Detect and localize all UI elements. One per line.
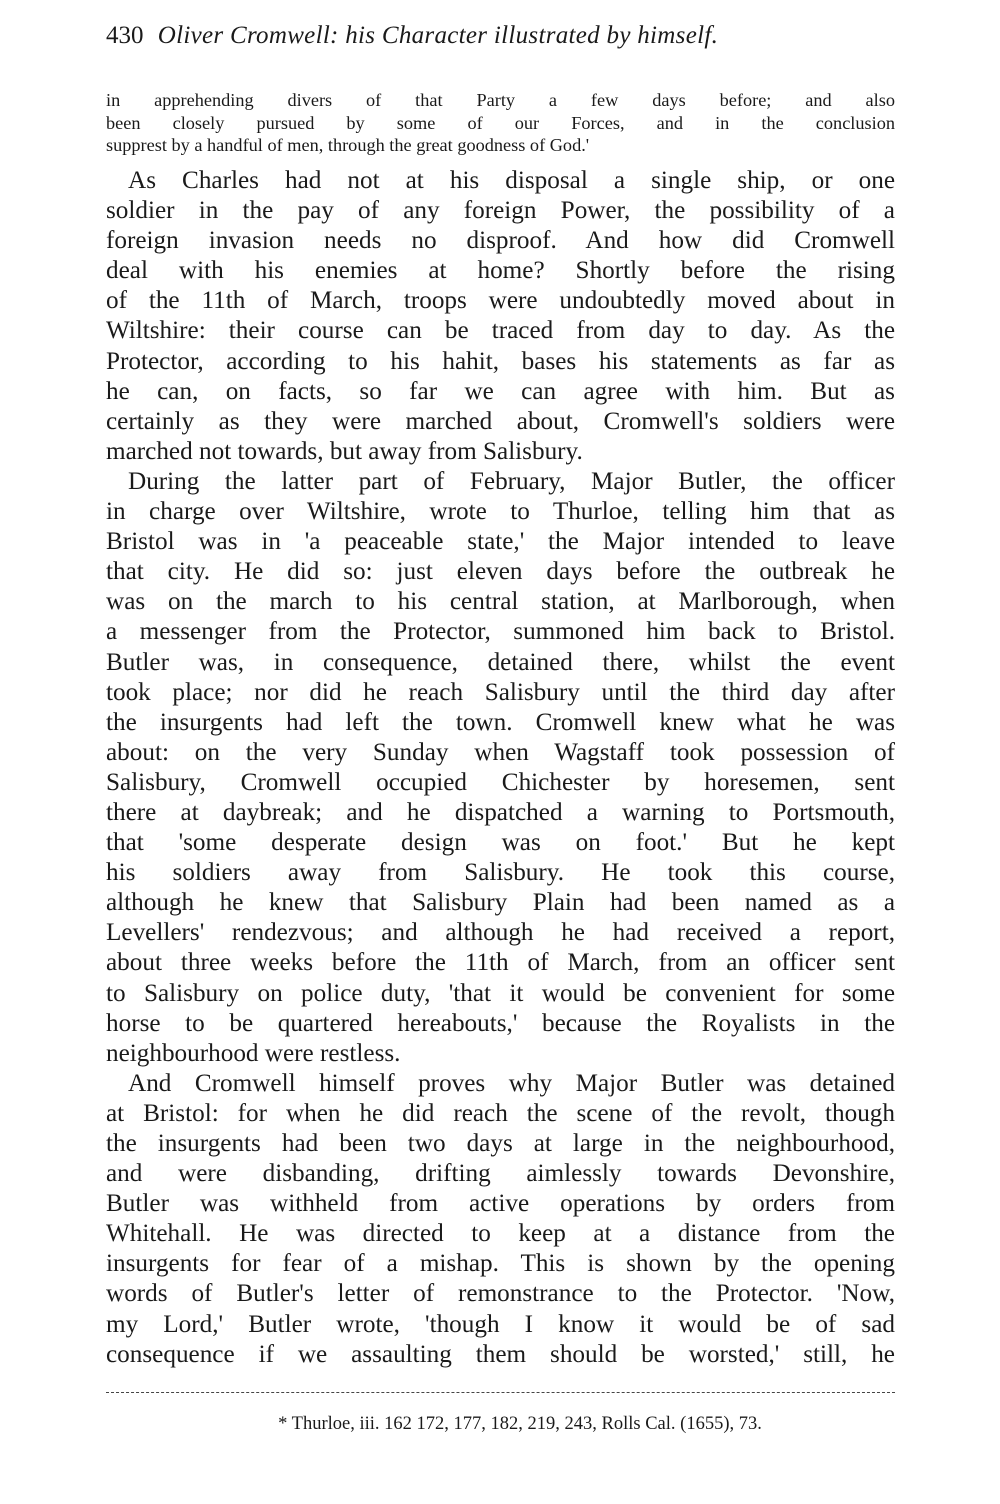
text-line: the insurgents had left the town. Cromwell knew what he was bbox=[106, 708, 895, 736]
text-line: his soldiers away from Salisbury. He took this course, bbox=[106, 859, 895, 887]
text-line: was on the march to his central station, at Marlborough, when bbox=[106, 588, 895, 616]
text-line: neighbourhood were restless. bbox=[106, 1039, 401, 1067]
text-line: Bristol was in 'a peaceable state,' the Major intended to leave bbox=[106, 528, 895, 556]
text-line: consequence if we assaulting them should be worsted,' still, he bbox=[106, 1340, 895, 1368]
paragraph bbox=[106, 467, 895, 1069]
text-line: a messenger from the Protector, summoned him back to Bristol. bbox=[106, 618, 895, 646]
text-line: certainly as they were marched about, Cromwell's soldiers were bbox=[106, 407, 895, 435]
quote-line: been closely pursued by some of our Forces, and in the conclusion bbox=[106, 112, 895, 133]
text-line: Salisbury, Cromwell occupied Chichester by horesemen, sent bbox=[106, 768, 895, 796]
quote-line: supprest by a handful of men, through the great goodness of God.' bbox=[106, 135, 590, 155]
text-line: although he knew that Salisbury Plain had been named as a bbox=[106, 889, 895, 917]
text-line: Whitehall. He was directed to keep at a distance from the bbox=[106, 1220, 895, 1248]
text-line: foreign invasion needs no disproof. And how did Cromwell bbox=[106, 227, 895, 255]
text-line: to Salisbury on police duty, 'that it would be convenient for some bbox=[106, 979, 895, 1007]
text-line: Wiltshire: their course can be traced from day to day. As the bbox=[106, 317, 895, 345]
text-line: deal with his enemies at home? Shortly before the rising bbox=[106, 257, 895, 285]
text-line: As Charles had not at his disposal a single ship, or one bbox=[128, 167, 895, 194]
text-line: Protector, according to his hahit, bases his statements as far as bbox=[106, 347, 895, 375]
text-line: that 'some desperate design was on foot.' But he kept bbox=[106, 829, 895, 857]
text-line: Levellers' rendezvous; and although he had received a report, bbox=[106, 919, 895, 947]
text-line: words of Butler's letter of remonstrance to the Protector. 'Now, bbox=[106, 1280, 895, 1308]
running-header bbox=[106, 22, 906, 50]
paragraph bbox=[106, 1069, 895, 1370]
quote-line: in apprehending divers of that Party a few days before; and also bbox=[106, 90, 895, 110]
text-line: in charge over Wiltshire, wrote to Thurloe, telling him that as bbox=[106, 498, 895, 526]
text-line: of the 11th of March, troops were undoubtedly moved about in bbox=[106, 287, 895, 315]
block-quote bbox=[106, 89, 895, 157]
text-line: at Bristol: for when he did reach the scene of the revolt, though bbox=[106, 1099, 895, 1127]
text-line: Butler was, in consequence, detained there, whilst the event bbox=[106, 648, 895, 676]
footnote: * Thurloe, iii. 162 172, 177, 182, 219, 243, Rolls Cal. (1655), 73. bbox=[278, 1414, 762, 1434]
text-line: he can, on facts, so far we can agree with him. But as bbox=[106, 377, 895, 405]
text-line: And Cromwell himself proves why Major Butler was detained bbox=[128, 1069, 895, 1097]
text-line: marched not towards, but away from Salisbury. bbox=[106, 437, 583, 465]
text-line: soldier in the pay of any foreign Power, the possibility of a bbox=[106, 197, 895, 225]
text-line: took place; nor did he reach Salisbury until the third day after bbox=[106, 678, 895, 706]
footnote-rule bbox=[106, 1392, 895, 1393]
text-line: that city. He did so: just eleven days before the outbreak he bbox=[106, 558, 895, 586]
text-line: about three weeks before the 11th of March, from an officer sent bbox=[106, 949, 895, 977]
text-line: there at daybreak; and he dispatched a warning to Portsmouth, bbox=[106, 798, 895, 826]
text-line: and were disbanding, drifting aimlessly towards Devonshire, bbox=[106, 1160, 895, 1188]
text-line: Butler was withheld from active operations by orders from bbox=[106, 1190, 895, 1218]
text-line: horse to be quartered hereabouts,' because the Royalists in the bbox=[106, 1009, 895, 1037]
text-line: the insurgents had been two days at large in the neighbourhood, bbox=[106, 1130, 895, 1157]
text-line: my Lord,' Butler wrote, 'though I know it would be of sad bbox=[106, 1310, 895, 1338]
paragraph bbox=[106, 166, 895, 467]
running-title: Oliver Cromwell: his Character illustrated by himself. bbox=[157, 22, 719, 49]
text-line: about: on the very Sunday when Wagstaff took possession of bbox=[106, 738, 895, 766]
page-number: 430 bbox=[106, 22, 144, 49]
text-line: During the latter part of February, Major Butler, the officer bbox=[128, 467, 895, 495]
text-line: insurgents for fear of a mishap. This is shown by the opening bbox=[106, 1250, 895, 1278]
body-text bbox=[106, 166, 895, 1370]
